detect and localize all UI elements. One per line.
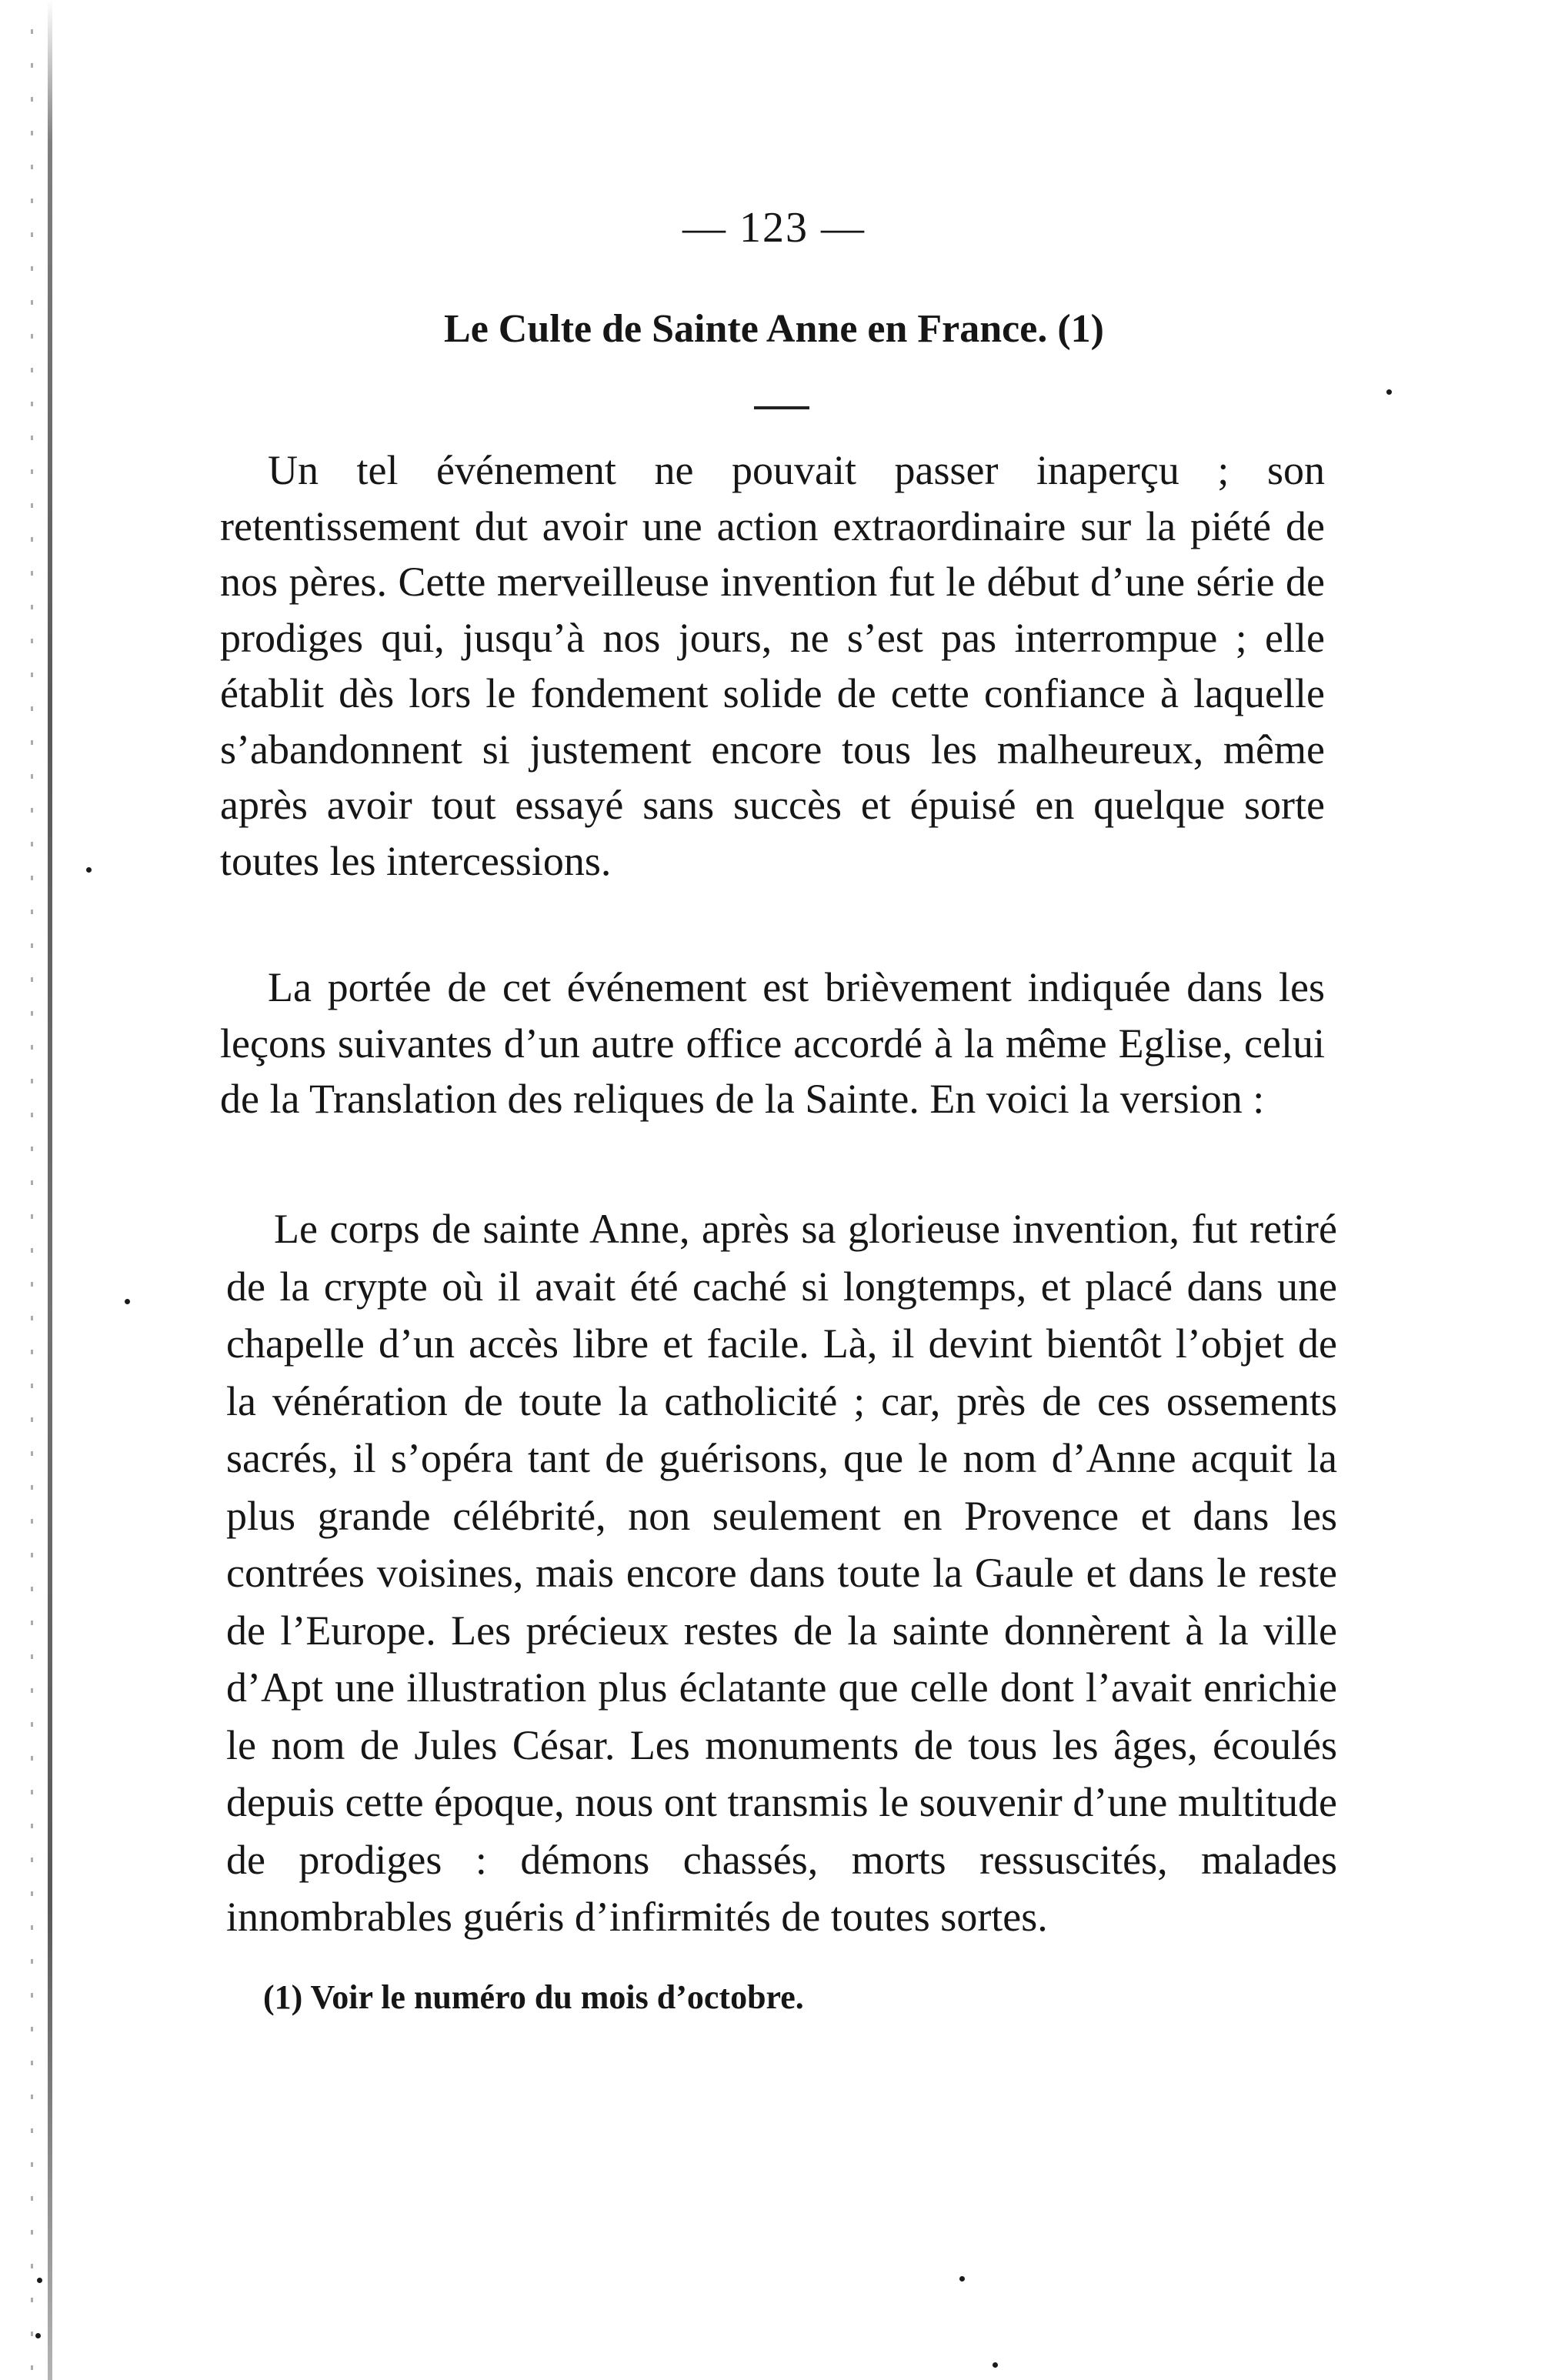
- paragraph-intro: Un tel événement ne pouvait passer inaperçu ; son retentissement dut avoir une action extraordinaire sur la piété de nos pères. Cette merveilleuse invention fut le début d’une série de prodiges qui, jusqu’à nos jours, ne s’est pas interrompue ; elle établit dès lors le fondement solide de cette confiance à laquelle s’abandonnent si justement encore tous les malheureux, même après avoir tout essayé sans succès et épuisé en quelque sorte toutes les intercessions.: [220, 447, 1325, 884]
- title-rule: [754, 406, 809, 409]
- scan-speck: [1386, 389, 1392, 395]
- chapter-title: Le Culte de Sainte Anne en France. (1): [444, 307, 1104, 351]
- scan-speck: [37, 2278, 42, 2283]
- scan-speck: [125, 1299, 130, 1304]
- page-number: — 123 —: [682, 204, 866, 252]
- scan-speck: [35, 2333, 41, 2338]
- scan-speck: [959, 2276, 965, 2282]
- scan-binding-marks: [31, 0, 33, 2380]
- scan-binding-shadow: [48, 0, 52, 2380]
- scan-speck: [993, 2362, 998, 2368]
- quoted-passage: Le corps de sainte Anne, après sa glorieuse invention, fut retiré de la crypte où il avait été caché si longtemps, et placé dans une chapelle d’un accès libre et facile. Là, il devint bientôt l’objet de la vénération de toute la catholicité ; car, près de ces ossements sacrés, il s’opéra tant de guérisons, que le nom d’Anne acquit la plus grande célébrité, non seulement en Provence et dans les contrées voisines, mais encore dans toute la Gaule et dans le reste de l’Europe. Les précieux restes de la sainte donnèrent à la ville d’Apt une illustration plus éclatante que celle dont l’avait enrichie le nom de Jules César. Les monuments de tous les âges, écoulés depuis cette époque, nous ont transmis le souvenir d’une multitude de prodiges : démons chassés, morts ressuscités, malades innombrables guéris d’infirmités de toutes sortes.: [226, 1206, 1337, 1940]
- footnote: (1) Voir le numéro du mois d’octobre.: [263, 1978, 804, 2016]
- paragraph-portee: La portée de cet événement est brièvement indiquée dans les leçons suivantes d’un autre office accordé à la même Eglise, celui de la Translation des reliques de la Sainte. En voici la version :: [220, 964, 1325, 1122]
- scan-speck: [86, 867, 92, 873]
